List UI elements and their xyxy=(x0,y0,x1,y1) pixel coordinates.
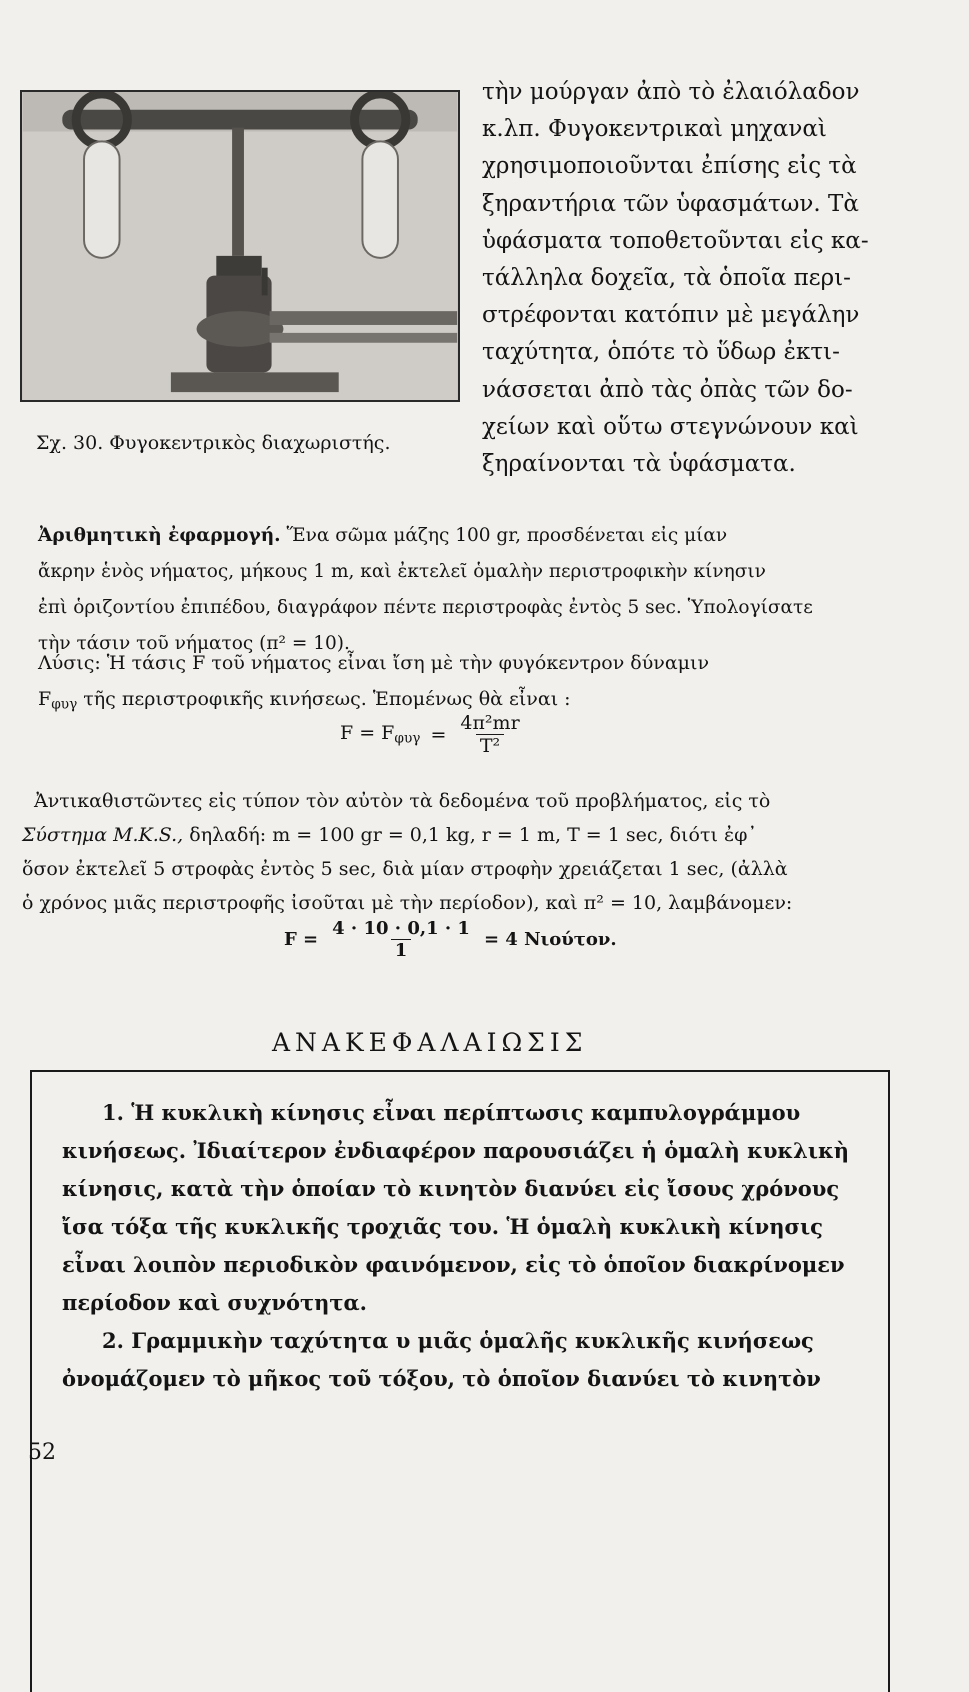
substitution-line: Ἀντικαθιστῶντες εἰς τύπον τὸν αὐτὸν τὰ δεδομένα τοῦ προβλήματος, εἰς τὸ xyxy=(34,790,771,812)
text-line: χρησιμοποιοῦνται ἐπίσης εἰς τὰ xyxy=(482,153,857,180)
denominator: T² xyxy=(476,734,504,757)
equation-lhs-subscript: φυγ xyxy=(394,730,421,747)
centrifuge-figure xyxy=(20,90,460,402)
figure-caption: Σχ. 30. Φυγοκεντρικὸς διαχωριστής. xyxy=(36,432,391,454)
text-line: τάλληλα δοχεῖα, τὰ ὁποῖα περι- xyxy=(482,264,851,291)
text-line: ταχύτητα, ὁπότε τὸ ὕδωρ ἐκτι- xyxy=(482,339,840,366)
fraction xyxy=(328,918,474,961)
substitution-text xyxy=(22,784,902,920)
text-line: ξηραίνονται τὰ ὑφάσματα. xyxy=(482,450,796,477)
summary-line: κινήσεως. Ἰδιαίτερον ἐνδιαφέρον παρουσιάζει ἡ ὁμαλὴ κυκλικὴ xyxy=(62,1138,850,1163)
equation-result: = 4 Νιούτον. xyxy=(483,929,617,950)
substitution-line: ὅσον ἐκτελεῖ 5 στροφὰς ἐντὸς 5 sec, διὰ μίαν στροφὴν χρειάζεται 1 sec, (ἀλλὰ xyxy=(22,858,788,880)
text-line: χείων καὶ οὕτω στεγνώνουν καὶ xyxy=(482,413,859,440)
solution-line: Λύσις: Ἡ τάσις F τοῦ νήματος εἶναι ἴση μὲ τὴν φυγόκεντρον δύναμιν xyxy=(38,652,710,674)
summary-line: περίοδον καὶ συχνότητα. xyxy=(62,1290,367,1315)
page-number: 52 xyxy=(28,1440,56,1465)
example-line: τὴν τάσιν τοῦ νήματος (π² = 10). xyxy=(38,633,350,654)
summary-text xyxy=(62,1094,882,1398)
text-line: τὴν μούργαν ἀπὸ τὸ ἐλαιόλαδον xyxy=(482,79,860,105)
example-line: ἐπὶ ὁριζοντίου ἐπιπέδου, διαγράφον πέντε περιστροφὰς ἐντὸς 5 sec. Ὑπολογίσατε xyxy=(38,597,813,618)
solution-text xyxy=(38,645,898,722)
equation-lhs: F = xyxy=(284,929,319,950)
text-line: ὑφάσματα τοποθετοῦνται εἰς κα- xyxy=(482,227,869,254)
equals-sign: = xyxy=(430,723,447,746)
summary-line: 1. Ἡ κυκλικὴ κίνησις εἶναι περίπτωσις καμπυλογράμμου xyxy=(102,1100,801,1125)
force-subscript: φυγ xyxy=(51,696,78,713)
fraction xyxy=(456,712,523,757)
substitution-line: δηλαδή: m = 100 gr = 0,1 kg, r = 1 m, T = 1 sec, διότι ἐφ᾽ xyxy=(183,824,757,846)
solution-line: τῆς περιστροφικῆς κινήσεως. Ἑπομένως θὰ εἶναι : xyxy=(77,688,571,710)
substitution-line: ὁ χρόνος μιᾶς περιστροφῆς ἰσοῦται μὲ τὴν περίοδον), καὶ π² = 10, λαμβάνομεν: xyxy=(22,892,793,914)
centrifuge-illustration xyxy=(22,92,458,400)
result-equation xyxy=(284,918,617,961)
right-column-text xyxy=(482,74,902,483)
text-line: στρέφονται κατόπιν μὲ μεγάλην xyxy=(482,302,860,329)
example-line: Ἕνα σῶμα μάζης 100 gr, προσδένεται εἰς μίαν xyxy=(286,525,728,546)
numerical-example xyxy=(38,518,898,662)
summary-line: ἴσα τόξα τῆς κυκλικῆς τροχιᾶς του. Ἡ ὁμαλὴ κυκλικὴ κίνησις xyxy=(62,1214,823,1239)
summary-line: κίνησις, κατὰ τὴν ὁποίαν τὸ κινητὸν διανύει εἰς ἴσους χρόνους xyxy=(62,1176,840,1201)
numerator: 4 · 10 · 0,1 · 1 xyxy=(332,918,470,939)
example-line: ἄκρην ἑνὸς νήματος, μήκους 1 m, καὶ ἐκτελεῖ ὁμαλὴν περιστροφικὴν κίνησιν xyxy=(38,561,766,582)
text-line: ξηραντήρια τῶν ὑφασμάτων. Τὰ xyxy=(482,190,859,217)
system-name: Σύστημα M.K.S., xyxy=(22,824,184,846)
numerator: 4π²mr xyxy=(460,712,520,734)
force-symbol: F xyxy=(38,688,52,710)
denominator: 1 xyxy=(391,939,412,961)
summary-line: εἶναι λοιπὸν περιοδικὸν φαινόμενον, εἰς τὸ ὁποῖον διακρίνομεν xyxy=(62,1252,845,1277)
centrifugal-force-equation xyxy=(340,712,524,757)
summary-title: ΑΝΑΚΕΦΑΛΑΙΩΣΙΣ xyxy=(264,1028,595,1057)
summary-line: ὀνομάζομεν τὸ μῆκος τοῦ τόξου, τὸ ὁποῖον διανύει τὸ κινητὸν xyxy=(62,1366,821,1391)
example-heading: Ἀριθμητικὴ ἐφαρμογή. xyxy=(38,525,281,546)
text-line: κ.λπ. Φυγοκεντρικαὶ μηχαναὶ xyxy=(482,116,827,143)
equation-lhs: F = F xyxy=(340,722,395,745)
text-line: νάσσεται ἀπὸ τὰς ὀπὰς τῶν δο- xyxy=(482,376,853,403)
summary-line: 2. Γραμμικὴν ταχύτητα υ μιᾶς ὁμαλῆς κυκλικῆς κινήσεως xyxy=(102,1328,814,1353)
